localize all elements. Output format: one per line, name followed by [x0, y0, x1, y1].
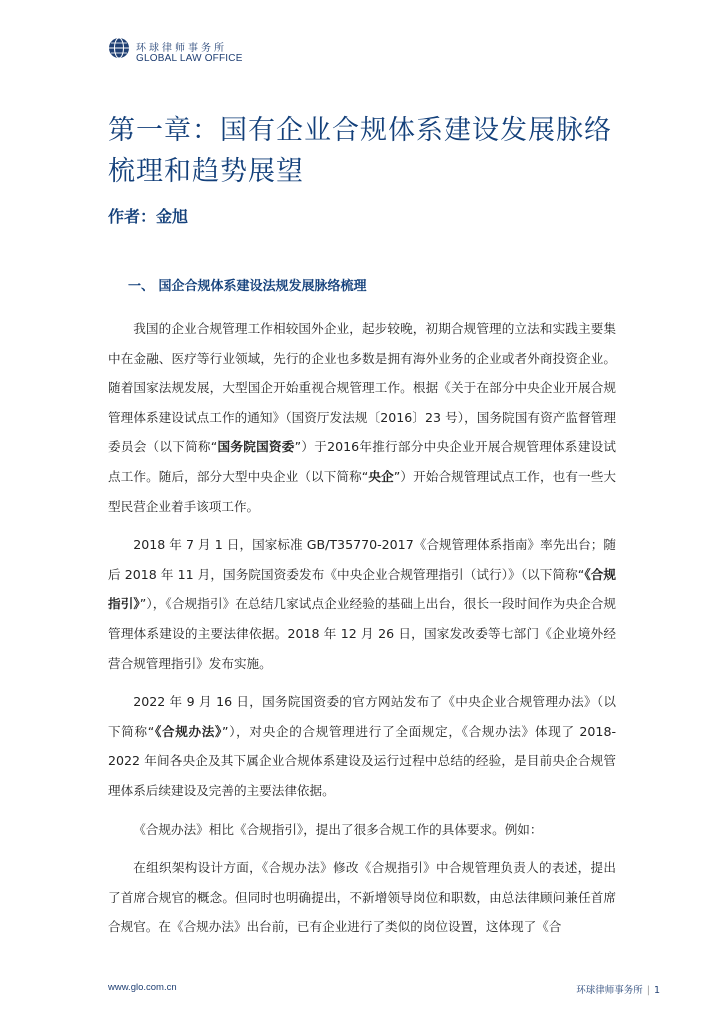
chapter-title: 第一章：国有企业合规体系建设发展脉络梳理和趋势展望 [108, 115, 612, 187]
text-run: ”），《合规指引》在总结几家试点企业经验的基础上出台，很长一段时间作为央企合规管理体系建设的主要法律依据。2018 年 12 月 26 日，国家发改委等七部门《企业境外经营合规管理指引》发布实施。 [108, 596, 616, 671]
firm-logo [108, 37, 308, 67]
globe-icon [108, 37, 130, 59]
text-run: ”）于2016年推行部分中央企业开展合规管理体系建设试点工作。随后，部分大型中央企业（以下简称“ [108, 439, 617, 484]
logo-chinese-name: 环球律师事务所 [136, 43, 227, 54]
text-run: 《合规办法》相比《合规指引》，提出了很多合规工作的具体要求。例如： [133, 821, 543, 837]
bold-term: 国务院国资委 [217, 439, 295, 455]
section-heading: 一、 国企合规体系建设法规发展脉络梳理 [128, 279, 367, 294]
body-paragraph [108, 314, 616, 521]
footer-separator: | [646, 985, 650, 996]
text-run: 2018 年 7 月 1 日，国家标准 GB/T35770-2017《合规管理体系指南》率先出台；随后 2018 年 11 月，国务院国资委发布《中央企业合规管理指引（试行）》（以下简称“ [108, 537, 616, 582]
text-run: ”）开始合规管理试点工作，也有一些大型民营企业着手该项工作。 [108, 468, 617, 514]
logo-english-name: GLOBAL LAW OFFICE [136, 53, 243, 64]
text-run: 在组织架构设计方面，《合规办法》修改《合规指引》中合规管理负责人的表述，提出了首席合规官的概念。但同时也明确提出，不新增领导岗位和职数，由总法律顾问兼任首席合规官。在《合规办法》出台前，已有企业进行了类似的岗位设置，这体现了《合 [108, 860, 616, 935]
bold-term: 《合规指引》 [108, 566, 616, 612]
body-paragraph [108, 853, 616, 942]
body-paragraph [108, 530, 616, 678]
footer-page-info [576, 982, 660, 996]
bold-term: 《合规办法》 [154, 723, 222, 739]
footer-website[interactable]: www.glo.com.cn [108, 982, 177, 993]
document-body [108, 314, 616, 942]
bold-term: 央企 [368, 468, 394, 484]
text-run: ”），对央企的合规管理进行了全面规定，《合规办法》体现了 2018-2022 年间各央企及其下属企业合规体系建设及运行过程中总结的经验，是目前央企合规管理体系后续建设及完善的主要法律依据。 [108, 723, 617, 798]
text-run: 我国的企业合规管理工作相较国外企业，起步较晚，初期合规管理的立法和实践主要集中在金融、医疗等行业领域，先行的企业也多数是拥有海外业务的企业或者外商投资企业。随着国家法规发展，大型国企开始重视合规管理工作。根据《关于在部分中央企业开展合规管理体系建设试点工作的通知》（国资厅发法规〔2016〕23 号），国务院国有资产监督管理委员会（以下简称“ [108, 321, 616, 455]
body-paragraph [108, 687, 616, 805]
body-paragraph [108, 815, 616, 845]
page-number: 1 [653, 985, 660, 996]
author-line: 作者：金旭 [108, 207, 189, 226]
footer-firm-name: 环球律师事务所 [576, 985, 643, 996]
text-run: 2022 年 9 月 16 日，国务院国资委的官方网站发布了《中央企业合规管理办法》（以下简称“ [108, 694, 616, 739]
